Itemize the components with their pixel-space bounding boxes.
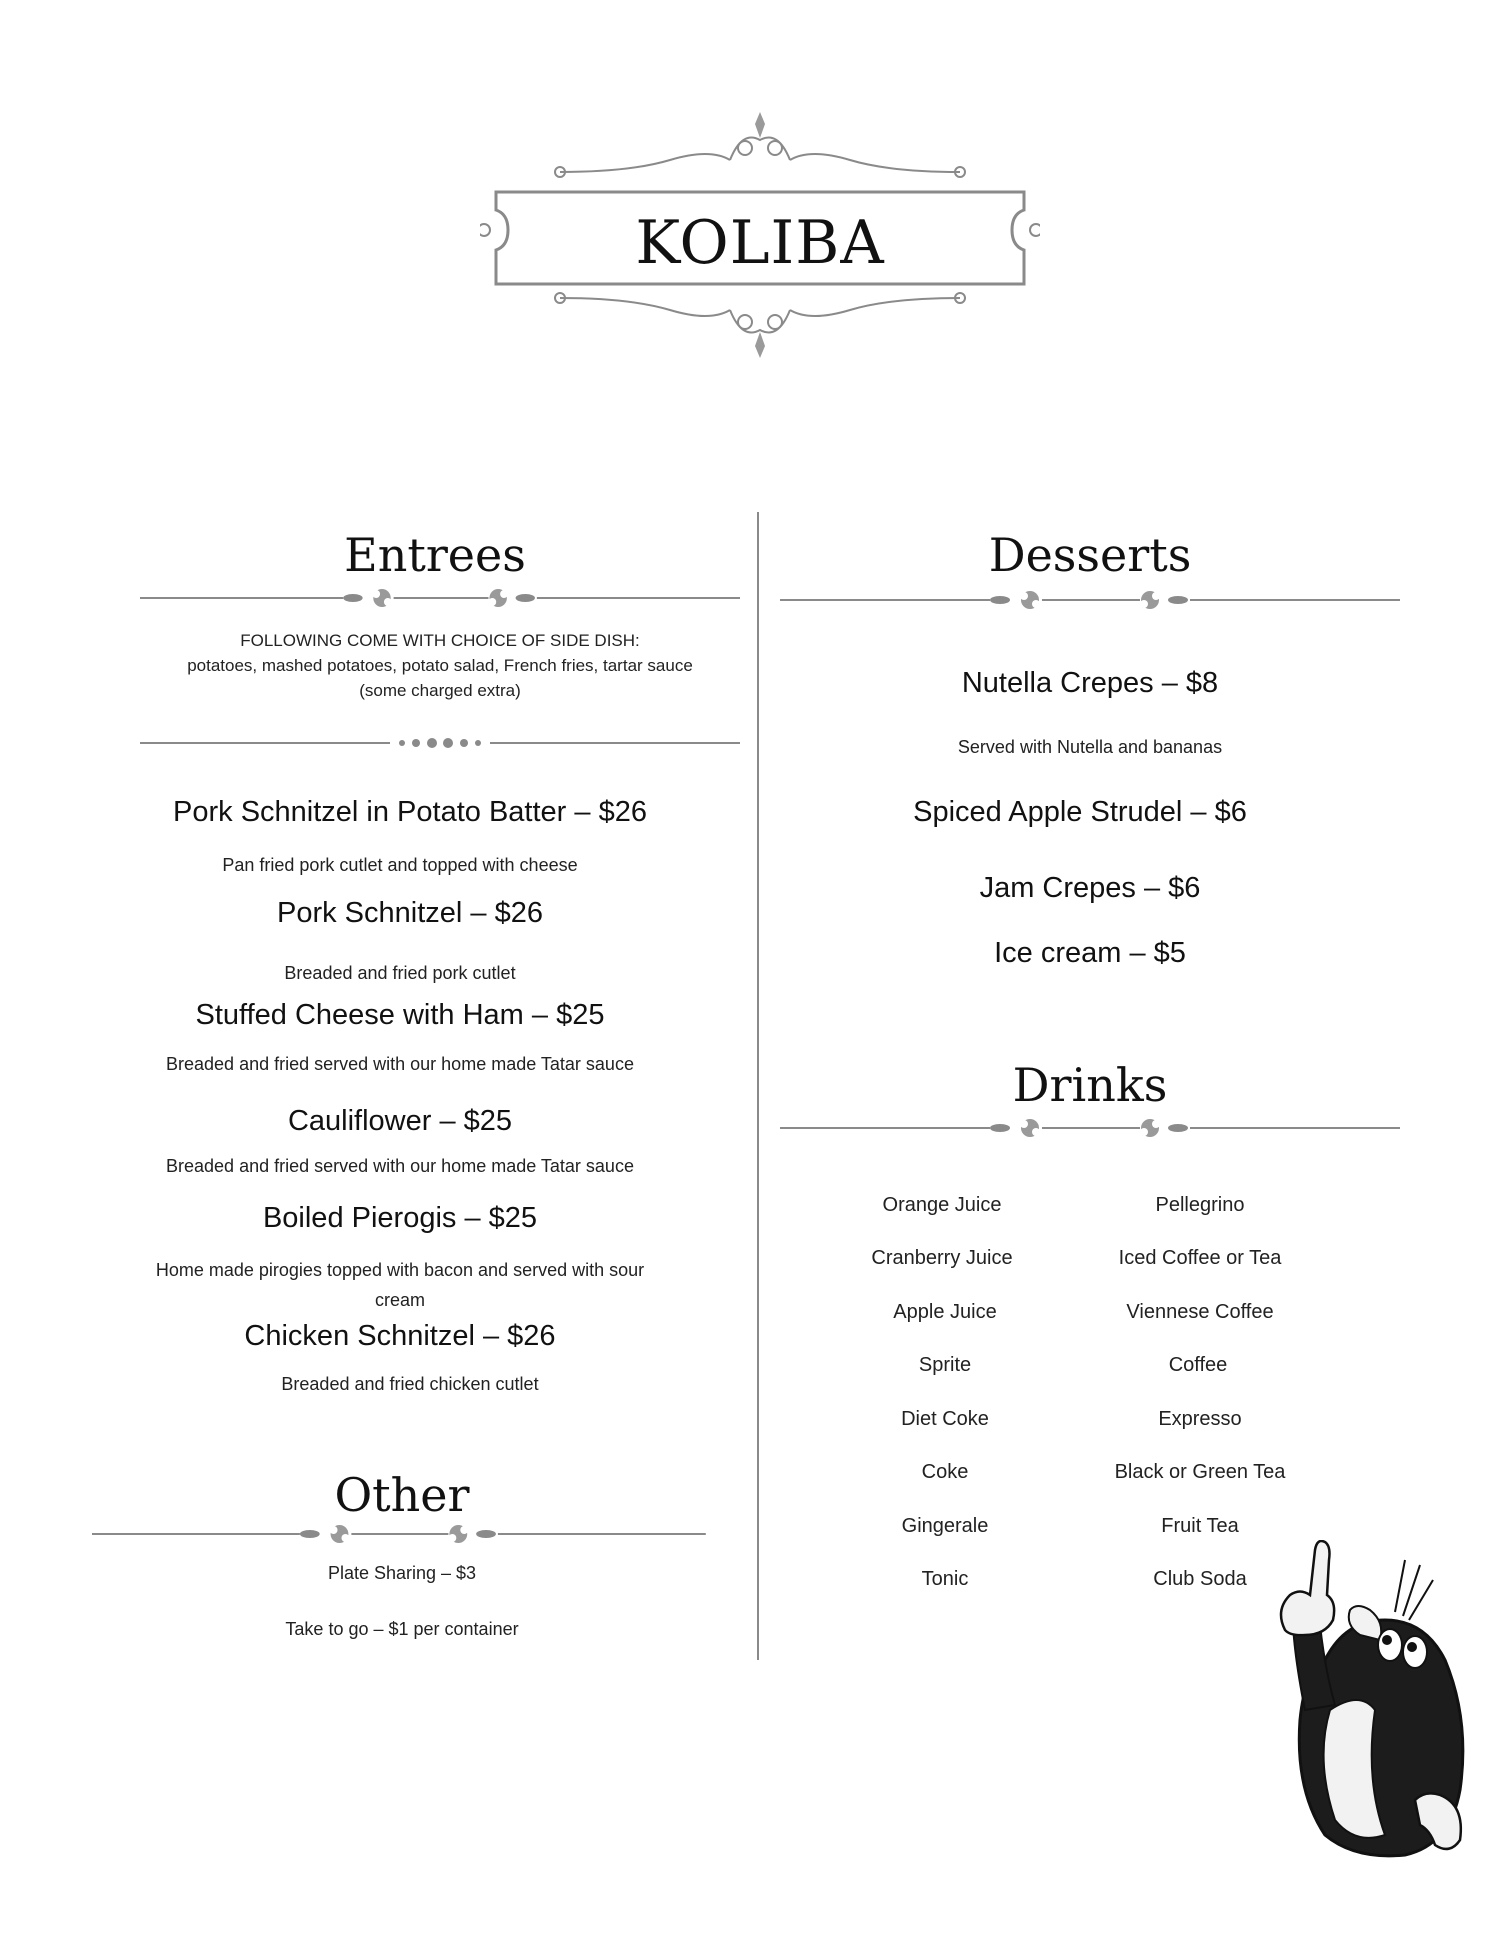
- dessert-name: Nutella Crepes – $8: [961, 667, 1219, 699]
- drink-item: Expresso: [1158, 1408, 1242, 1430]
- other-item: Take to go – $1 per container: [285, 1619, 519, 1639]
- drink-item: Apple Juice: [893, 1301, 997, 1323]
- restaurant-name: KOLIBA: [635, 208, 885, 278]
- column-divider: [757, 512, 759, 1660]
- drink-item: Orange Juice: [882, 1194, 1002, 1216]
- mole-pointing-up-icon: [1265, 1540, 1485, 1870]
- side-dish-note-line: FOLLOWING COME WITH CHOICE OF SIDE DISH:: [240, 631, 640, 650]
- drinks-title: Drinks: [1012, 1058, 1168, 1112]
- desserts-divider-icon: [780, 590, 1400, 610]
- entree-desc: Breaded and fried served with our home made Tatar sauce: [166, 1054, 634, 1074]
- other-title: Other: [334, 1468, 470, 1522]
- drink-item: Tonic: [921, 1568, 969, 1590]
- entree-desc-line: Home made pirogies topped with bacon and served with sour: [155, 1260, 645, 1280]
- entrees-title: Entrees: [344, 528, 526, 582]
- entree-desc-line: cream: [374, 1290, 425, 1310]
- drink-item: Cranberry Juice: [871, 1247, 1013, 1269]
- other-item: Plate Sharing – $3: [327, 1563, 477, 1583]
- entrees-divider-icon: [140, 588, 740, 608]
- drink-item: Iced Coffee or Tea: [1118, 1247, 1282, 1269]
- dessert-name: Jam Crepes – $6: [979, 872, 1201, 904]
- header-plate: [480, 110, 1040, 370]
- entree-desc: Breaded and fried served with our home made Tatar sauce: [166, 1156, 634, 1176]
- drink-item: Sprite: [918, 1354, 972, 1376]
- drink-item: Coke: [921, 1461, 969, 1483]
- desserts-title: Desserts: [988, 528, 1192, 582]
- entree-desc: Breaded and fried pork cutlet: [284, 963, 516, 983]
- drink-item: Fruit Tea: [1161, 1515, 1239, 1537]
- entree-desc: Pan fried pork cutlet and topped with cheese: [222, 855, 578, 875]
- side-dish-note-line: (some charged extra): [359, 681, 521, 700]
- dessert-desc: Served with Nutella and bananas: [957, 737, 1223, 757]
- side-dish-note: [140, 628, 740, 703]
- drink-item: Club Soda: [1153, 1568, 1247, 1590]
- dessert-name: Spiced Apple Strudel – $6: [913, 796, 1247, 828]
- entree-name: Chicken Schnitzel – $26: [244, 1320, 556, 1352]
- drink-item: Coffee: [1168, 1354, 1228, 1376]
- drink-item: Pellegrino: [1155, 1194, 1245, 1216]
- drink-item: Black or Green Tea: [1114, 1461, 1286, 1483]
- small-divider-icon: [140, 737, 740, 751]
- other-divider-icon: [92, 1524, 712, 1544]
- entree-desc: [80, 1255, 720, 1315]
- entree-name: Boiled Pierogis – $25: [262, 1202, 538, 1234]
- drinks-divider-icon: [780, 1118, 1400, 1138]
- entree-name: Pork Schnitzel – $26: [277, 897, 543, 929]
- drink-item: Diet Coke: [901, 1408, 989, 1430]
- entree-name: Pork Schnitzel in Potato Batter – $26: [173, 796, 647, 828]
- entree-name: Stuffed Cheese with Ham – $25: [195, 999, 605, 1031]
- drink-item: Gingerale: [901, 1515, 989, 1537]
- entree-name: Cauliflower – $25: [287, 1105, 513, 1137]
- side-dish-note-line: potatoes, mashed potatoes, potato salad, French fries, tartar sauce: [187, 656, 693, 675]
- entree-desc: Breaded and fried chicken cutlet: [281, 1374, 539, 1394]
- dessert-name: Ice cream – $5: [994, 937, 1186, 969]
- drink-item: Viennese Coffee: [1126, 1301, 1274, 1323]
